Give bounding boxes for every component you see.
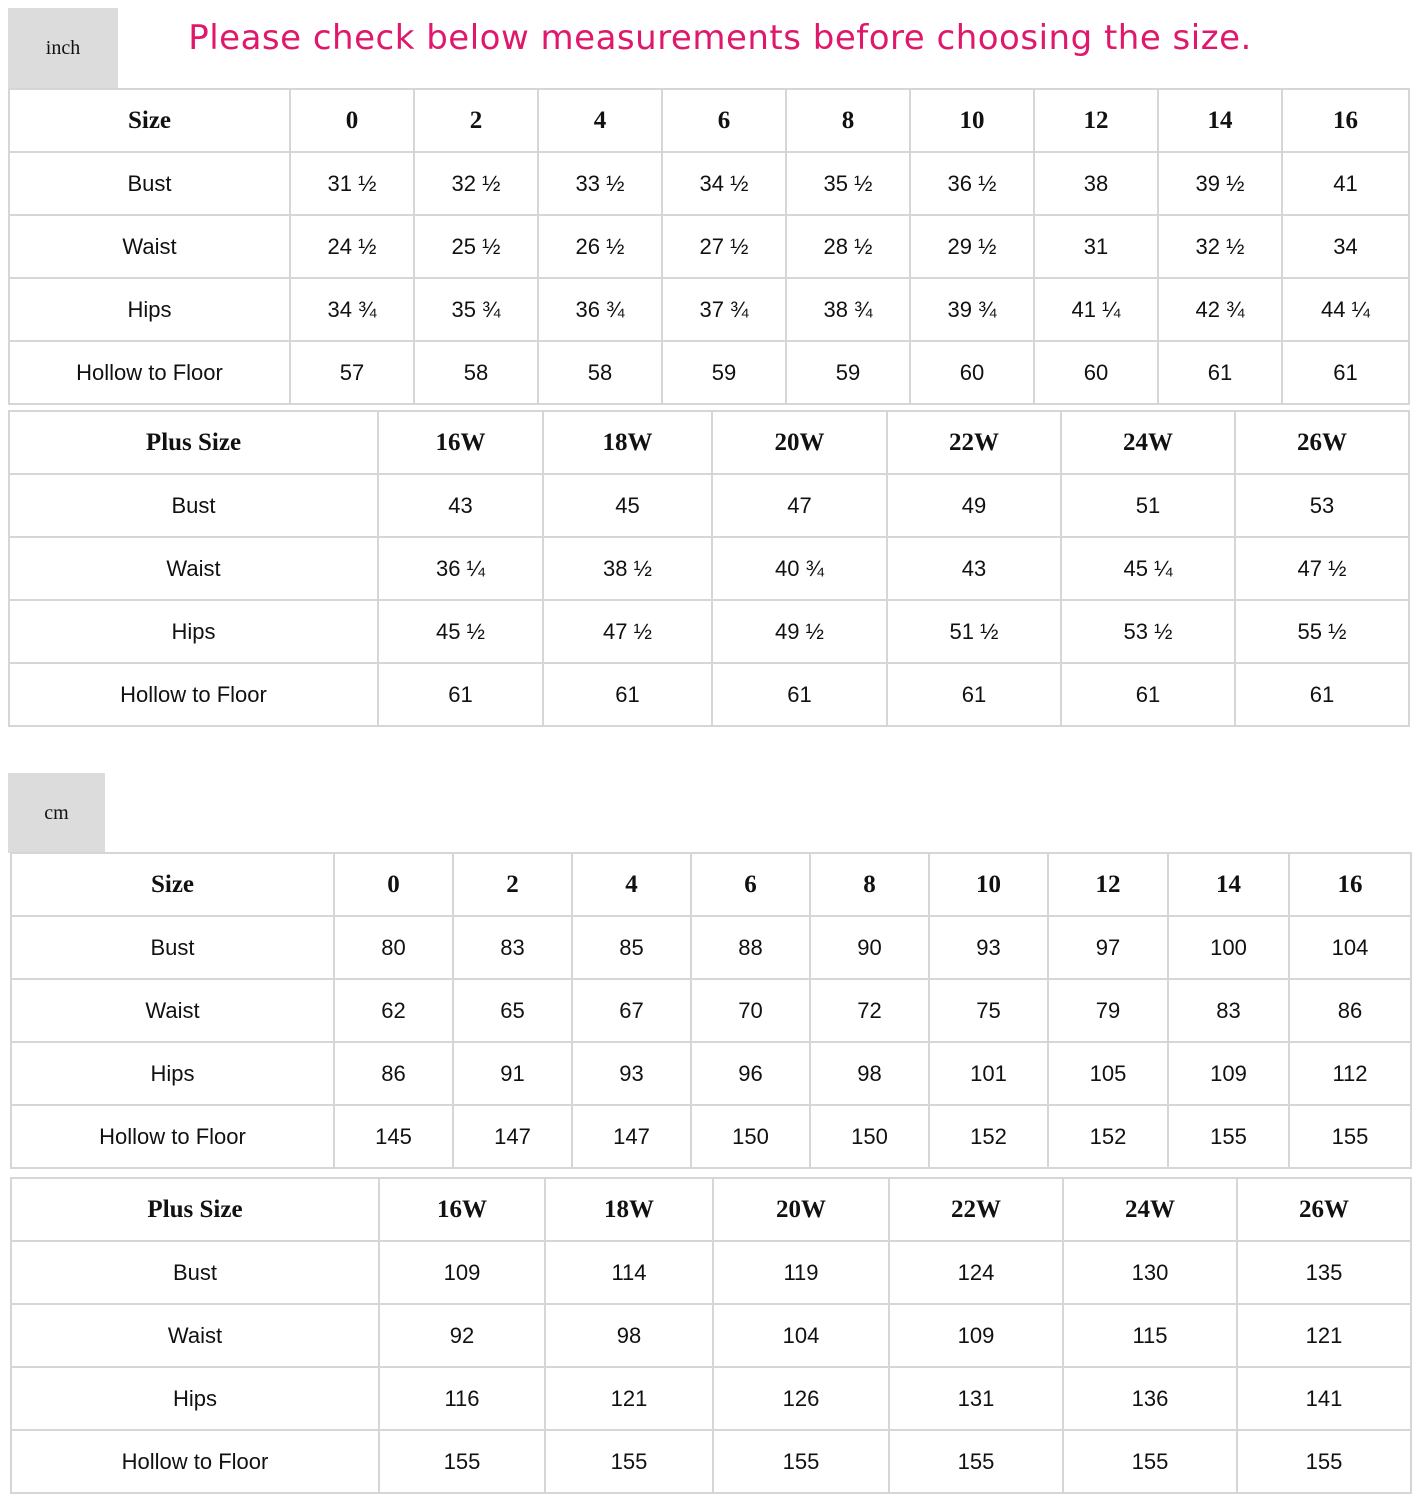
measurement-value: 65 xyxy=(453,979,572,1042)
inch-standard-size-table xyxy=(8,88,1410,405)
size-column-header: 14 xyxy=(1158,89,1282,152)
measurement-value: 36 ¼ xyxy=(378,537,543,600)
size-column-header: 14 xyxy=(1168,853,1289,916)
measurement-value: 83 xyxy=(1168,979,1289,1042)
measurement-value: 109 xyxy=(889,1304,1063,1367)
measurement-value: 31 xyxy=(1034,215,1158,278)
cm-plus-size-table xyxy=(10,1177,1412,1494)
unit-label-cm: cm xyxy=(8,773,105,853)
size-column-header: 8 xyxy=(810,853,929,916)
table-row xyxy=(11,1042,1411,1105)
measurement-value: 27 ½ xyxy=(662,215,786,278)
measurement-value: 36 ½ xyxy=(910,152,1034,215)
measurement-value: 105 xyxy=(1048,1042,1168,1105)
measurement-value: 61 xyxy=(712,663,887,726)
measurement-value: 121 xyxy=(1237,1304,1411,1367)
measurement-value: 131 xyxy=(889,1367,1063,1430)
measurement-label: Bust xyxy=(11,1241,379,1304)
measurement-value: 109 xyxy=(379,1241,545,1304)
measurement-value: 43 xyxy=(887,537,1061,600)
measurement-value: 93 xyxy=(929,916,1048,979)
size-column-header: 18W xyxy=(545,1178,713,1241)
measurement-value: 39 ¾ xyxy=(910,278,1034,341)
measurement-value: 145 xyxy=(334,1105,453,1168)
measurement-value: 86 xyxy=(1289,979,1411,1042)
measurement-value: 88 xyxy=(691,916,810,979)
measurement-value: 26 ½ xyxy=(538,215,662,278)
measurement-value: 35 ½ xyxy=(786,152,910,215)
unit-label-inch: inch xyxy=(8,8,118,88)
measurement-value: 57 xyxy=(290,341,414,404)
row-header-label: Plus Size xyxy=(11,1178,379,1241)
measurement-value: 45 ¼ xyxy=(1061,537,1235,600)
measurement-value: 109 xyxy=(1168,1042,1289,1105)
size-column-header: 26W xyxy=(1237,1178,1411,1241)
measurement-value: 25 ½ xyxy=(414,215,538,278)
measurement-value: 33 ½ xyxy=(538,152,662,215)
size-column-header: 8 xyxy=(786,89,910,152)
row-header-label: Plus Size xyxy=(9,411,378,474)
size-column-header: 10 xyxy=(929,853,1048,916)
measurement-value: 93 xyxy=(572,1042,691,1105)
inch-plus-size-table xyxy=(8,410,1410,727)
measurement-label: Hips xyxy=(9,278,290,341)
measurement-value: 29 ½ xyxy=(910,215,1034,278)
measurement-value: 58 xyxy=(414,341,538,404)
size-column-header: 18W xyxy=(543,411,712,474)
measurement-value: 98 xyxy=(545,1304,713,1367)
measurement-label: Hips xyxy=(11,1042,334,1105)
measurement-value: 45 ½ xyxy=(378,600,543,663)
size-column-header: 2 xyxy=(453,853,572,916)
table-row xyxy=(11,1304,1411,1367)
measurement-value: 43 xyxy=(378,474,543,537)
measurement-value: 55 ½ xyxy=(1235,600,1409,663)
measurement-label: Waist xyxy=(9,537,378,600)
measurement-value: 51 ½ xyxy=(887,600,1061,663)
measurement-value: 155 xyxy=(1168,1105,1289,1168)
measurement-value: 47 ½ xyxy=(1235,537,1409,600)
table-row xyxy=(9,600,1409,663)
header-row xyxy=(9,89,1409,152)
row-header-label: Size xyxy=(11,853,334,916)
measurement-value: 38 ½ xyxy=(543,537,712,600)
measurement-value: 85 xyxy=(572,916,691,979)
table-row xyxy=(11,916,1411,979)
size-column-header: 26W xyxy=(1235,411,1409,474)
table-row xyxy=(9,474,1409,537)
table-row xyxy=(11,979,1411,1042)
measurement-value: 155 xyxy=(379,1430,545,1493)
header-row xyxy=(9,411,1409,474)
measurement-value: 126 xyxy=(713,1367,889,1430)
size-column-header: 0 xyxy=(334,853,453,916)
measurement-value: 130 xyxy=(1063,1241,1237,1304)
measurement-value: 41 xyxy=(1282,152,1409,215)
measurement-value: 53 xyxy=(1235,474,1409,537)
measurement-value: 40 ¾ xyxy=(712,537,887,600)
measurement-label: Hips xyxy=(11,1367,379,1430)
measurement-value: 141 xyxy=(1237,1367,1411,1430)
measurement-value: 104 xyxy=(713,1304,889,1367)
measurement-value: 116 xyxy=(379,1367,545,1430)
measurement-label: Waist xyxy=(9,215,290,278)
size-column-header: 6 xyxy=(662,89,786,152)
size-column-header: 16W xyxy=(379,1178,545,1241)
measurement-value: 34 ¾ xyxy=(290,278,414,341)
table-row xyxy=(11,1367,1411,1430)
measurement-value: 92 xyxy=(379,1304,545,1367)
size-column-header: 22W xyxy=(887,411,1061,474)
measurement-value: 155 xyxy=(1237,1430,1411,1493)
page-title: Please check below measurements before choosing the size. xyxy=(188,18,1252,58)
measurement-value: 39 ½ xyxy=(1158,152,1282,215)
header-row xyxy=(11,1178,1411,1241)
measurement-value: 31 ½ xyxy=(290,152,414,215)
size-column-header: 20W xyxy=(713,1178,889,1241)
measurement-label: Waist xyxy=(11,979,334,1042)
table-row xyxy=(9,537,1409,600)
measurement-value: 61 xyxy=(1158,341,1282,404)
measurement-value: 41 ¼ xyxy=(1034,278,1158,341)
measurement-value: 147 xyxy=(453,1105,572,1168)
measurement-value: 61 xyxy=(378,663,543,726)
measurement-value: 61 xyxy=(1061,663,1235,726)
measurement-value: 32 ½ xyxy=(1158,215,1282,278)
measurement-value: 135 xyxy=(1237,1241,1411,1304)
measurement-value: 61 xyxy=(1282,341,1409,404)
measurement-value: 60 xyxy=(1034,341,1158,404)
measurement-value: 38 ¾ xyxy=(786,278,910,341)
size-column-header: 16W xyxy=(378,411,543,474)
measurement-value: 96 xyxy=(691,1042,810,1105)
measurement-value: 136 xyxy=(1063,1367,1237,1430)
measurement-value: 150 xyxy=(691,1105,810,1168)
size-column-header: 10 xyxy=(910,89,1034,152)
size-column-header: 24W xyxy=(1061,411,1235,474)
size-column-header: 16 xyxy=(1289,853,1411,916)
measurement-value: 37 ¾ xyxy=(662,278,786,341)
measurement-value: 155 xyxy=(1063,1430,1237,1493)
table-row xyxy=(9,663,1409,726)
measurement-value: 80 xyxy=(334,916,453,979)
size-column-header: 24W xyxy=(1063,1178,1237,1241)
measurement-value: 62 xyxy=(334,979,453,1042)
measurement-label: Hollow to Floor xyxy=(9,663,378,726)
measurement-value: 45 xyxy=(543,474,712,537)
measurement-value: 152 xyxy=(1048,1105,1168,1168)
measurement-value: 59 xyxy=(786,341,910,404)
row-header-label: Size xyxy=(9,89,290,152)
measurement-value: 32 ½ xyxy=(414,152,538,215)
measurement-value: 91 xyxy=(453,1042,572,1105)
measurement-label: Bust xyxy=(11,916,334,979)
measurement-value: 155 xyxy=(545,1430,713,1493)
measurement-value: 70 xyxy=(691,979,810,1042)
measurement-value: 47 xyxy=(712,474,887,537)
measurement-value: 97 xyxy=(1048,916,1168,979)
measurement-label: Hollow to Floor xyxy=(11,1430,379,1493)
size-column-header: 12 xyxy=(1034,89,1158,152)
measurement-value: 101 xyxy=(929,1042,1048,1105)
measurement-label: Hollow to Floor xyxy=(9,341,290,404)
measurement-value: 61 xyxy=(543,663,712,726)
measurement-value: 49 xyxy=(887,474,1061,537)
size-column-header: 2 xyxy=(414,89,538,152)
measurement-value: 42 ¾ xyxy=(1158,278,1282,341)
measurement-value: 104 xyxy=(1289,916,1411,979)
measurement-value: 53 ½ xyxy=(1061,600,1235,663)
measurement-value: 98 xyxy=(810,1042,929,1105)
measurement-label: Hollow to Floor xyxy=(11,1105,334,1168)
measurement-value: 155 xyxy=(1289,1105,1411,1168)
measurement-value: 60 xyxy=(910,341,1034,404)
table-row xyxy=(9,152,1409,215)
cm-standard-size-table xyxy=(10,852,1412,1169)
measurement-value: 35 ¾ xyxy=(414,278,538,341)
size-column-header: 12 xyxy=(1048,853,1168,916)
size-column-header: 16 xyxy=(1282,89,1409,152)
size-column-header: 0 xyxy=(290,89,414,152)
measurement-value: 49 ½ xyxy=(712,600,887,663)
measurement-value: 61 xyxy=(887,663,1061,726)
measurement-value: 67 xyxy=(572,979,691,1042)
measurement-label: Bust xyxy=(9,152,290,215)
size-column-header: 22W xyxy=(889,1178,1063,1241)
measurement-value: 83 xyxy=(453,916,572,979)
size-column-header: 4 xyxy=(572,853,691,916)
table-row xyxy=(9,215,1409,278)
table-row xyxy=(11,1430,1411,1493)
measurement-value: 28 ½ xyxy=(786,215,910,278)
measurement-value: 47 ½ xyxy=(543,600,712,663)
measurement-value: 34 ½ xyxy=(662,152,786,215)
measurement-value: 44 ¼ xyxy=(1282,278,1409,341)
measurement-value: 59 xyxy=(662,341,786,404)
measurement-value: 155 xyxy=(889,1430,1063,1493)
size-column-header: 6 xyxy=(691,853,810,916)
table-row xyxy=(11,1105,1411,1168)
measurement-value: 36 ¾ xyxy=(538,278,662,341)
measurement-value: 38 xyxy=(1034,152,1158,215)
measurement-value: 150 xyxy=(810,1105,929,1168)
table-row xyxy=(11,1241,1411,1304)
table-row xyxy=(9,278,1409,341)
size-column-header: 4 xyxy=(538,89,662,152)
measurement-value: 115 xyxy=(1063,1304,1237,1367)
measurement-value: 121 xyxy=(545,1367,713,1430)
measurement-value: 147 xyxy=(572,1105,691,1168)
measurement-value: 155 xyxy=(713,1430,889,1493)
measurement-value: 112 xyxy=(1289,1042,1411,1105)
measurement-value: 90 xyxy=(810,916,929,979)
measurement-value: 75 xyxy=(929,979,1048,1042)
measurement-value: 79 xyxy=(1048,979,1168,1042)
measurement-label: Waist xyxy=(11,1304,379,1367)
measurement-value: 24 ½ xyxy=(290,215,414,278)
measurement-value: 114 xyxy=(545,1241,713,1304)
measurement-value: 152 xyxy=(929,1105,1048,1168)
measurement-value: 124 xyxy=(889,1241,1063,1304)
measurement-value: 119 xyxy=(713,1241,889,1304)
measurement-label: Bust xyxy=(9,474,378,537)
measurement-value: 34 xyxy=(1282,215,1409,278)
measurement-value: 86 xyxy=(334,1042,453,1105)
measurement-value: 61 xyxy=(1235,663,1409,726)
measurement-value: 72 xyxy=(810,979,929,1042)
measurement-value: 58 xyxy=(538,341,662,404)
measurement-value: 100 xyxy=(1168,916,1289,979)
table-row xyxy=(9,341,1409,404)
measurement-label: Hips xyxy=(9,600,378,663)
size-column-header: 20W xyxy=(712,411,887,474)
header-row xyxy=(11,853,1411,916)
measurement-value: 51 xyxy=(1061,474,1235,537)
